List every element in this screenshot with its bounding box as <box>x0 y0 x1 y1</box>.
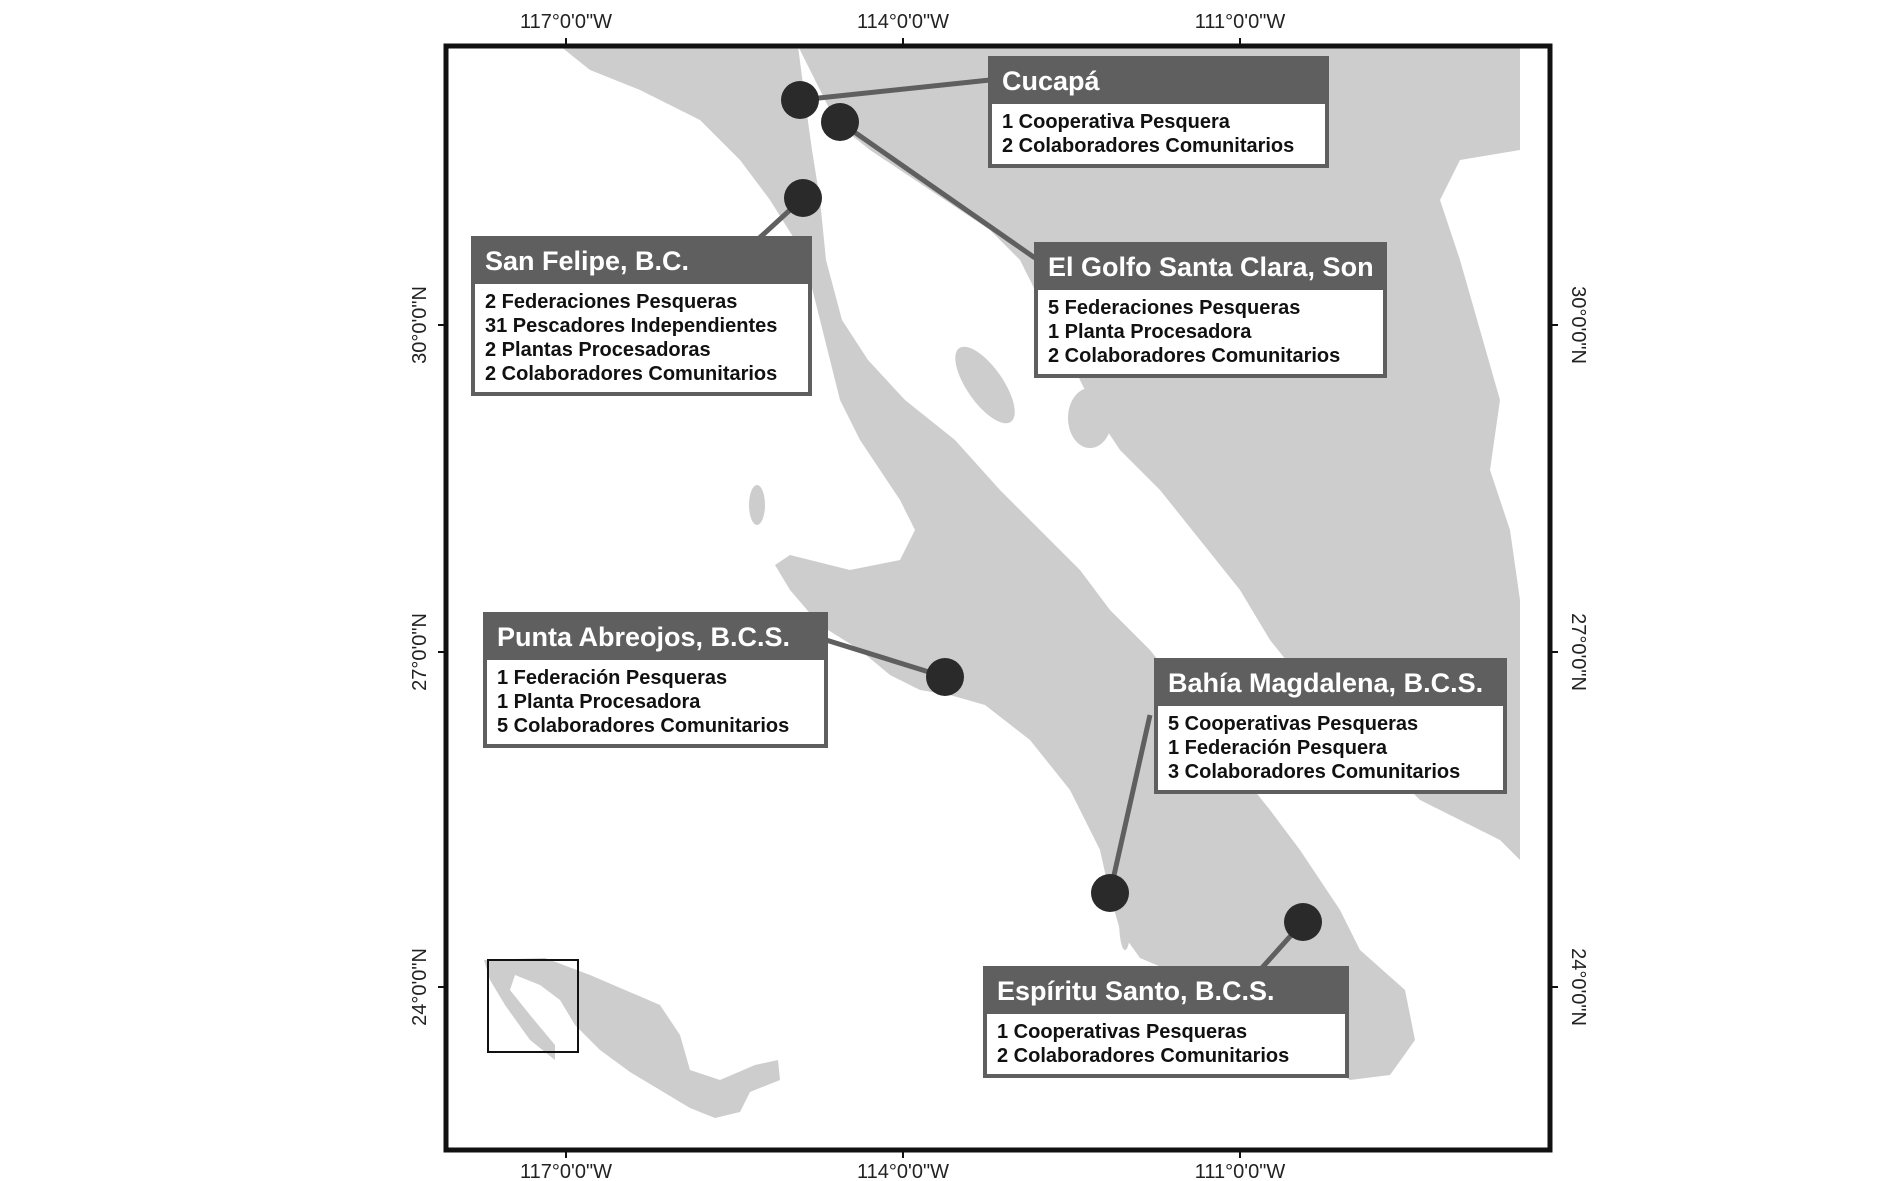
callout-body <box>1158 706 1503 790</box>
callout-body <box>987 1014 1345 1074</box>
callout-espiritu-santo <box>983 966 1349 1078</box>
land-masses <box>560 46 1520 1080</box>
y-tick-right-3: 24°0'0"N <box>1567 948 1589 1026</box>
x-tick-bottom-3: 111°0'0"W <box>1194 1161 1286 1181</box>
y-tick-left-1: 30°0'0"N <box>409 286 431 364</box>
isla-cedros <box>749 485 765 525</box>
callout-line: 1 Federación Pesquera <box>1168 737 1387 759</box>
y-tick-right-1: 30°0'0"N <box>1567 286 1589 364</box>
callout-punta-abreojos <box>483 612 828 748</box>
callout-title: El Golfo Santa Clara, Son <box>1048 252 1374 282</box>
callout-el-golfo-santa-clara <box>1034 242 1387 378</box>
x-tick-bottom-2: 114°0'0"W <box>857 1161 949 1181</box>
callout-san-felipe <box>471 236 812 396</box>
callout-bahia-magdalena <box>1154 658 1507 794</box>
x-tick-top-2: 114°0'0"W <box>857 11 949 33</box>
callout-title: Bahía Magdalena, B.C.S. <box>1168 668 1484 698</box>
callout-cucapa <box>988 56 1329 168</box>
callout-line: 1 Cooperativas Pesqueras <box>997 1021 1248 1043</box>
isla-tiburon <box>1068 388 1112 448</box>
callout-body <box>1038 290 1383 374</box>
marker-punta-abreojos <box>926 658 964 696</box>
callout-line: 1 Federación Pesqueras <box>497 667 728 689</box>
callout-line: 2 Plantas Procesadoras <box>485 339 711 361</box>
marker-bahia-magdalena <box>1091 874 1129 912</box>
callout-line: 5 Cooperativas Pesqueras <box>1168 713 1419 735</box>
isla-angel-de-la-guarda <box>944 338 1025 432</box>
callout-line: 1 Cooperativa Pesquera <box>1002 111 1230 133</box>
x-tick-bottom-1: 117°0'0"W <box>520 1161 612 1181</box>
callout-line: 31 Pescadores Independientes <box>485 315 778 337</box>
y-tick-left-2: 27°0'0"N <box>409 613 431 691</box>
marker-cucapa <box>781 81 819 119</box>
callout-line: 5 Federaciones Pesqueras <box>1048 297 1301 319</box>
callout-line: 2 Federaciones Pesqueras <box>485 291 738 313</box>
callout-body <box>992 104 1325 164</box>
inset-map <box>484 958 780 1118</box>
x-tick-top-1: 117°0'0"W <box>520 11 612 33</box>
callout-line: 2 Colaboradores Comunitarios <box>997 1045 1290 1067</box>
marker-el-golfo <box>821 103 859 141</box>
callout-title: San Felipe, B.C. <box>485 246 690 276</box>
callout-title: Punta Abreojos, B.C.S. <box>497 622 791 652</box>
callout-line: 2 Colaboradores Comunitarios <box>1048 345 1341 367</box>
marker-espiritu-santo <box>1284 903 1322 941</box>
callout-line: 2 Colaboradores Comunitarios <box>1002 135 1295 157</box>
callout-line: 3 Colaboradores Comunitarios <box>1168 761 1461 783</box>
y-tick-left-3: 24°0'0"N <box>409 948 431 1026</box>
callout-body <box>475 284 808 392</box>
callout-body <box>487 660 824 744</box>
callout-title: Espíritu Santo, B.C.S. <box>997 976 1275 1006</box>
y-tick-right-2: 27°0'0"N <box>1567 613 1589 691</box>
callout-line: 2 Colaboradores Comunitarios <box>485 363 778 385</box>
callout-line: 5 Colaboradores Comunitarios <box>497 715 790 737</box>
inset-mexico-shape <box>484 958 780 1118</box>
x-tick-top-3: 111°0'0"W <box>1194 11 1286 33</box>
callout-title: Cucapá <box>1002 66 1100 96</box>
marker-san-felipe <box>784 179 822 217</box>
callout-line: 1 Planta Procesadora <box>1048 321 1252 343</box>
callout-line: 1 Planta Procesadora <box>497 691 701 713</box>
